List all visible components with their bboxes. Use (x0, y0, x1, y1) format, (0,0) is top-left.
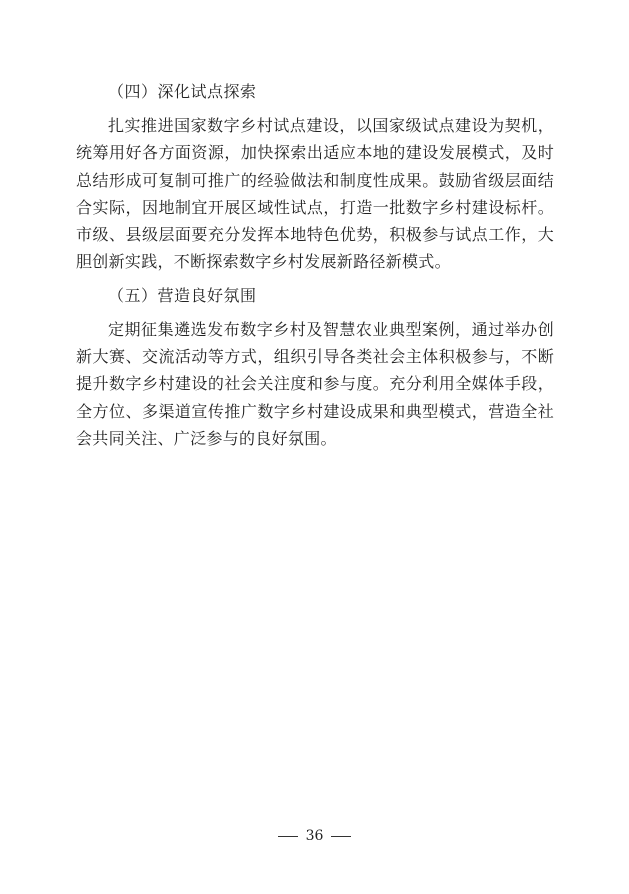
document-body (76, 78, 554, 458)
section-4-paragraph: 扎实推进国家数字乡村试点建设，以国家级试点建设为契机，统筹用好各方面资源，加快探索出适应本地的建设发展模式，及时总结形成可复制可推广的经验做法和制度性成果。鼓励省级层面结合实际，因地制宜开展区域性试点，打造一批数字乡村建设标杆。市级、县级层面要充分发挥本地特色优势，积极参与试点工作，大胆创新实践，不断探索数字乡村发展新路径新模式。 (76, 116, 554, 272)
footer-dash-right (331, 836, 351, 837)
page-footer (0, 826, 629, 846)
page-number: 36 (305, 828, 324, 844)
section-4-heading: （四）深化试点探索 (108, 82, 257, 101)
footer-dash-left (278, 836, 298, 837)
section-5-paragraph: 定期征集遴选发布数字乡村及智慧农业典型案例，通过举办创新大赛、交流活动等方式，组织引导各类社会主体积极参与，不断提升数字乡村建设的社会关注度和参与度。充分利用全媒体手段，全方位、多渠道宣传推广数字乡村建设成果和典型模式，营造全社会共同关注、广泛参与的良好氛围。 (76, 319, 554, 448)
section-5-heading: （五）营造良好氛围 (108, 285, 257, 305)
